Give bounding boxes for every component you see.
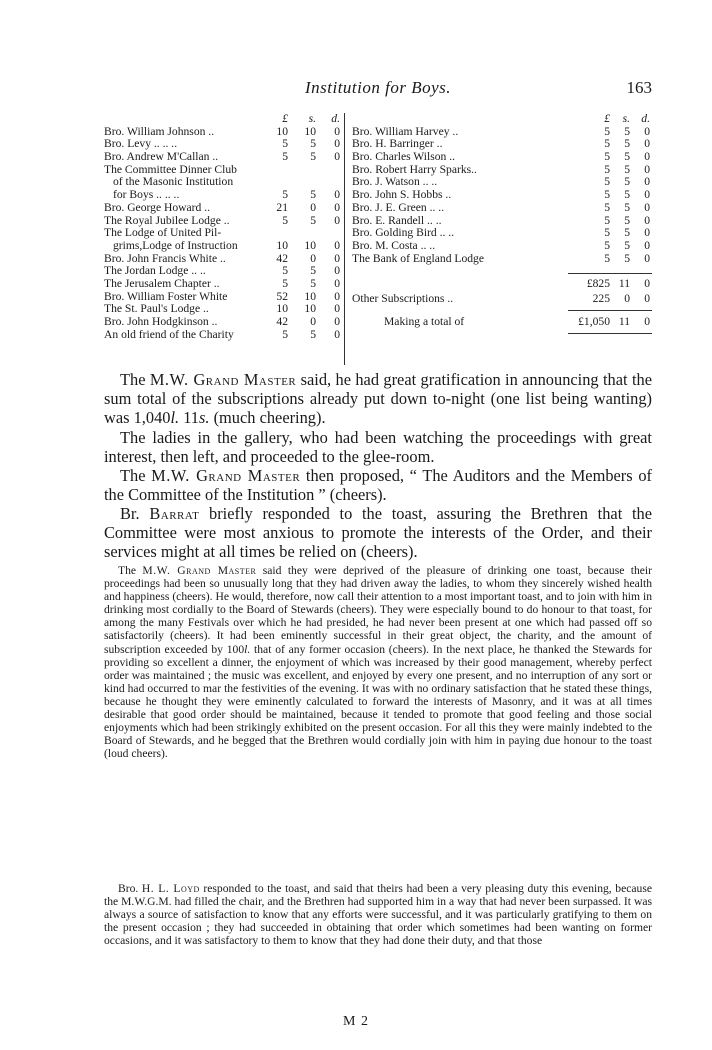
amount-pence: 0: [644, 162, 650, 176]
subscriber-name: grims,Lodge of Instruction: [113, 238, 238, 252]
amount-pounds: 5: [604, 162, 610, 176]
subscriber-name: Bro. J. E. Green .. ..: [352, 200, 445, 214]
amount-pence: 0: [644, 200, 650, 214]
amount-shillings: 5: [624, 137, 630, 151]
running-title: Institution for Boys.: [304, 78, 452, 97]
amount-pence: 0: [334, 213, 340, 227]
currency-header: [104, 113, 344, 126]
subscriber-name: Bro. John S. Hobbs ..: [352, 188, 452, 202]
subscriber-name: Bro. Robert Harry Sparks..: [352, 162, 477, 176]
amount-pounds: 42: [276, 315, 288, 328]
subscriber-name: Bro. William Johnson ..: [104, 124, 215, 138]
amount-pence: 0: [334, 315, 340, 328]
amount-pounds: 5: [282, 276, 288, 290]
amount-shillings: 5: [624, 200, 630, 214]
subscription-row-left: [104, 189, 344, 202]
subscriber-name: An old friend of the Charity: [104, 327, 234, 341]
amount-shillings: 5: [310, 150, 316, 164]
subscriber-name: of the Masonic Institution: [113, 175, 234, 189]
amount-pounds: 5: [604, 251, 610, 265]
subscriber-name: Bro. George Howard ..: [104, 200, 211, 214]
amount-pounds: 5: [604, 175, 610, 189]
subscriber-name: Bro. Golding Bird .. ..: [352, 226, 455, 240]
subtotal-pounds: £825: [586, 277, 610, 290]
amount-shillings: 5: [624, 238, 630, 252]
currency-header: [352, 113, 652, 126]
amount-pounds: 5: [604, 226, 610, 240]
subscription-row-left: [104, 151, 344, 164]
signature-mark: M 2: [343, 1014, 369, 1029]
subscription-row-right: [352, 189, 652, 202]
amount-pence: 0: [644, 213, 650, 227]
amount-pence: 0: [644, 238, 650, 252]
subscriptions-list: [104, 113, 652, 365]
subscriber-name: Bro. William Foster White: [104, 289, 228, 303]
amount-pounds: 10: [276, 238, 288, 252]
amount-pence: 0: [334, 289, 340, 303]
amount-pounds: 5: [604, 124, 610, 138]
amount-pounds: 52: [276, 289, 288, 303]
subscriber-name: Bro. Levy .. .. ..: [104, 137, 178, 151]
subscriber-name: Bro. John Francis White ..: [104, 251, 226, 265]
subscriber-name: Bro. M. Costa .. ..: [352, 238, 436, 252]
amount-pence: 0: [644, 150, 650, 164]
amount-shillings: 5: [310, 327, 316, 341]
amount-shillings: 10: [304, 302, 316, 316]
amount-shillings: 5: [624, 226, 630, 240]
subscriber-name: The Jordan Lodge .. ..: [104, 264, 206, 278]
paragraph-barrat-response: Br. Barrat briefly responded to the toast, assuring the Brethren that the Committee were most anxious to promote the interests of the Order, and their services might at all times be relied on (cheers).: [104, 504, 652, 561]
amount-shillings: 5: [310, 213, 316, 227]
amount-shillings: 5: [624, 175, 630, 189]
amount-shillings: 5: [624, 150, 630, 164]
rule-subtotal: [568, 273, 652, 274]
subscriber-name: Bro. E. Randell .. ..: [352, 213, 442, 227]
subscriptions-left-column: [104, 113, 345, 365]
amount-shillings: 5: [310, 264, 316, 278]
amount-pounds: 10: [276, 124, 288, 138]
amount-pounds: 5: [604, 137, 610, 151]
amount-pounds: 5: [282, 264, 288, 278]
amount-shillings: 5: [624, 213, 630, 227]
pence-header: d.: [331, 112, 340, 125]
subscriber-name: The Royal Jubilee Lodge ..: [104, 213, 230, 227]
paragraph-grand-master-announcement: The M.W. Grand Master said, he had great gratification in announcing that the sum total of the subscriptions already put down to-night (one list being wanting) was 1,040l. 11s. (much cheering).: [104, 370, 652, 427]
other-shillings: 0: [624, 292, 630, 305]
other-subscriptions-row: [352, 293, 652, 306]
grand-total-label: Making a total of: [384, 315, 465, 328]
subscription-row-left: [104, 316, 344, 329]
subscriber-name: The Bank of England Lodge: [352, 251, 485, 265]
amount-pence: 0: [334, 150, 340, 164]
subscriber-name: The Lodge of United Pil-: [104, 226, 222, 240]
amount-pence: 0: [334, 302, 340, 316]
amount-pounds: 5: [604, 188, 610, 202]
pence-header: d.: [641, 112, 650, 125]
amount-pence: 0: [644, 175, 650, 189]
amount-pounds: 5: [282, 213, 288, 227]
amount-pounds: 5: [282, 150, 288, 164]
grand-total-pence: 0: [644, 315, 650, 328]
amount-pence: 0: [334, 251, 340, 265]
shillings-header: s.: [308, 112, 316, 125]
amount-pence: 0: [334, 276, 340, 290]
shillings-header: s.: [622, 112, 630, 125]
paragraph-ladies-gallery: The ladies in the gallery, who had been watching the proceedings with great interest, then left, and proceeded to the glee-room.: [104, 428, 652, 466]
subscription-row-right: [352, 151, 652, 164]
amount-pence: 0: [334, 264, 340, 278]
subscriber-name: Bro. H. Barringer ..: [352, 137, 443, 151]
amount-pounds: 5: [282, 327, 288, 341]
amount-pounds: 5: [282, 137, 288, 151]
amount-pence: 0: [644, 226, 650, 240]
amount-pounds: 5: [604, 213, 610, 227]
pounds-header: £: [604, 112, 610, 125]
subtotal-shillings: 11: [618, 277, 630, 290]
amount-pence: 0: [334, 188, 340, 202]
rule-total: [568, 310, 652, 311]
amount-shillings: 5: [624, 124, 630, 138]
subscriber-name: Bro. John Hodgkinson ..: [104, 315, 218, 328]
subtotal-pence: 0: [644, 277, 650, 290]
subscriber-name: for Boys .. .. ..: [113, 188, 180, 202]
paragraph-auditors-toast: The M.W. Grand Master then proposed, “ The Auditors and the Members of the Committee of the Institution ” (cheers).: [104, 466, 652, 504]
amount-pence: 0: [644, 188, 650, 202]
amount-pounds: 5: [604, 238, 610, 252]
amount-pence: 0: [644, 251, 650, 265]
amount-pence: 0: [334, 238, 340, 252]
amount-pounds: 5: [282, 188, 288, 202]
amount-shillings: 10: [304, 124, 316, 138]
amount-shillings: 0: [310, 200, 316, 214]
amount-pence: 0: [334, 124, 340, 138]
subscriber-name: The Committee Dinner Club: [104, 162, 237, 176]
subscription-row-right: [352, 240, 652, 253]
subscriptions-right-column: [352, 113, 652, 365]
rule-final: [568, 333, 652, 334]
subtotal-row: [352, 278, 652, 291]
amount-shillings: 5: [624, 162, 630, 176]
subscription-row-left: [104, 240, 344, 253]
other-pence: 0: [644, 292, 650, 305]
subscription-row-right: [352, 202, 652, 215]
subscriber-name: Bro. Andrew M'Callan ..: [104, 150, 219, 164]
subscription-row-left: [104, 227, 344, 240]
amount-shillings: 0: [310, 251, 316, 265]
amount-shillings: 10: [304, 238, 316, 252]
paragraph-stewards-toast: The M.W. Grand Master said they were deprived of the pleasure of drinking one toast, because their proceedings had been so unusually long that they had driven away the ladies, to whom they sincerely wished health and happiness (cheers). He would, therefore, now call their attention to a most important toast, and to join with him in drinking most cordially to the Board of Stewards (cheers). They were especially bound to do honour to that toast, for among the many Festivals over which he had presided, he had never been present at one which had passed off so satisfactorily (cheers). It had been eminently successful in their great object, the charity, and the amount of subscription exceeded by 100l. that of any former occasion (cheers). In the next place, he thanked the Stewards for providing so excellent a dinner, the enjoyment of which was increased by their good management, whereby perfect order was maintained ; the music was excellent, and enjoyed by every one present, and no interruption of any sort or kind had occurred to mar the festivities of the evening. It was with no ordinary satisfaction that he stated these things, because he thought they were eminently calculated to forward the interests of Masonry, and it was at all times desirable that good order should be maintained, because it tended to promote that good feeling and those social enjoyments which had been strikingly exhibited on the present occasion. For all this they were mainly indebted to the Board of Stewards, and he begged that the Brethren would cordially join with him in paying due honour to the toast (loud cheers).: [104, 564, 652, 761]
grand-total-shillings: 11: [618, 315, 630, 328]
amount-pounds: 21: [276, 200, 288, 214]
amount-pounds: 5: [604, 150, 610, 164]
amount-shillings: 10: [304, 289, 316, 303]
amount-shillings: 5: [310, 188, 316, 202]
amount-pence: 0: [334, 137, 340, 151]
amount-shillings: 5: [310, 276, 316, 290]
amount-shillings: 5: [624, 188, 630, 202]
subscription-row-right: [352, 253, 652, 266]
subscriber-name: Bro. Charles Wilson ..: [352, 150, 456, 164]
subscription-row-right: [352, 227, 652, 240]
amount-pence: 0: [334, 200, 340, 214]
subscriber-name: The St. Paul's Lodge ..: [104, 302, 209, 316]
amount-pounds: 42: [276, 251, 288, 265]
amount-pence: 0: [334, 327, 340, 341]
subscriber-name: Bro. William Harvey ..: [352, 124, 459, 138]
amount-pounds: 5: [604, 200, 610, 214]
running-head: [104, 78, 652, 102]
subscription-row-left: [104, 278, 344, 291]
page-number: 163: [626, 78, 652, 97]
subscription-row-left: [104, 329, 344, 342]
grand-total-row: [352, 316, 652, 329]
amount-pence: 0: [644, 137, 650, 151]
amount-shillings: 0: [310, 315, 316, 328]
grand-total-pounds: £1,050: [578, 315, 610, 328]
subscriber-name: The Jerusalem Chapter ..: [104, 276, 220, 290]
amount-shillings: 5: [624, 251, 630, 265]
other-subscriptions-label: Other Subscriptions ..: [352, 292, 454, 305]
subscriber-name: Bro. J. Watson .. ..: [352, 175, 438, 189]
subscription-row-left: [104, 202, 344, 215]
other-pounds: 225: [592, 292, 610, 305]
amount-pence: 0: [644, 124, 650, 138]
paragraph-loyd-response: Bro. H. L. Loyd responded to the toast, and said that theirs had been a very pleasing duty this evening, because the M.W.G.M. had filled the chair, and the Brethren had supported him in a way that had never been surpassed. It was always a source of satisfaction to know that any efforts were successful, and it was particularly gratifying to them on the present occasion ; they had succeeded in obtaining that order which sometimes had been wanting on former occasions, and it was satisfactory to them to know that they had done their duty, and that those: [104, 882, 652, 948]
amount-pounds: 10: [276, 302, 288, 316]
amount-shillings: 5: [310, 137, 316, 151]
pounds-header: £: [282, 112, 288, 125]
